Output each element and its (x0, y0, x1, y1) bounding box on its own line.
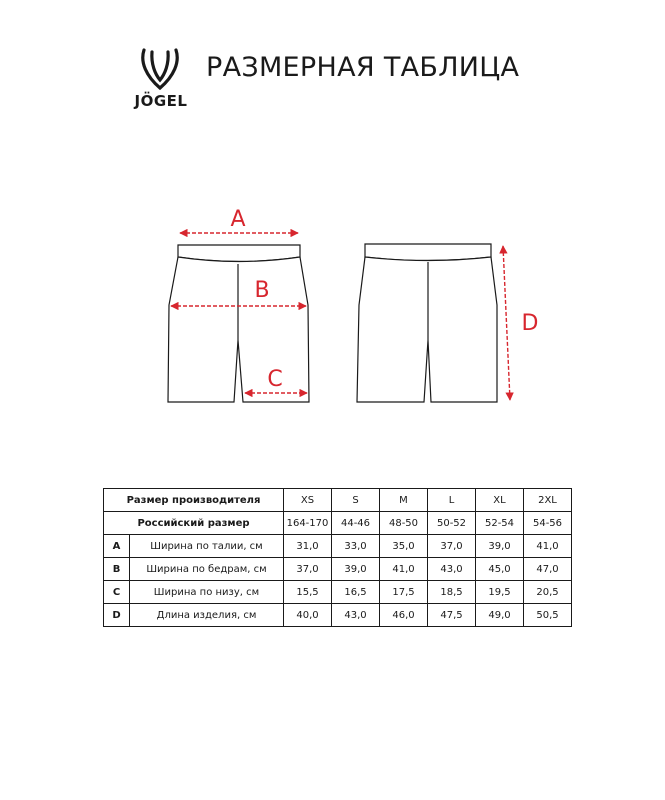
measure-c-label: C (267, 367, 283, 392)
measure-d-label: D (521, 311, 539, 336)
manufacturer-size-cell: S (332, 489, 380, 512)
measurement-value: 16,5 (332, 581, 380, 604)
measure-d-arrow (503, 246, 510, 400)
shorts-back-view (357, 244, 497, 402)
shorts-front-view (168, 245, 309, 402)
russian-size-cell: 54-56 (524, 512, 572, 535)
measure-b-label: B (254, 278, 270, 303)
measurement-value: 20,5 (524, 581, 572, 604)
measurement-value: 19,5 (476, 581, 524, 604)
measurement-row-b (104, 558, 572, 581)
measurement-letter: A (104, 535, 130, 558)
russian-size-row (104, 512, 572, 535)
russian-size-cell: 164-170 (284, 512, 332, 535)
measurement-value: 18,5 (428, 581, 476, 604)
measurement-value: 43,0 (332, 604, 380, 627)
measurement-row-c (104, 581, 572, 604)
manufacturer-size-cell: 2XL (524, 489, 572, 512)
measurement-value: 31,0 (284, 535, 332, 558)
russian-size-cell: 48-50 (380, 512, 428, 535)
measurement-value: 47,0 (524, 558, 572, 581)
measurement-value: 39,0 (332, 558, 380, 581)
measurement-value: 47,5 (428, 604, 476, 627)
measurement-label: Ширина по талии, см (130, 535, 284, 558)
russian-size-label: Российский размер (104, 512, 284, 535)
measurement-value: 45,0 (476, 558, 524, 581)
russian-size-cell: 44-46 (332, 512, 380, 535)
measurement-value: 39,0 (476, 535, 524, 558)
russian-size-cell: 52-54 (476, 512, 524, 535)
manufacturer-size-cell: XL (476, 489, 524, 512)
measurement-row-d (104, 604, 572, 627)
measurement-value: 46,0 (380, 604, 428, 627)
measurement-value: 37,0 (284, 558, 332, 581)
manufacturer-size-row (104, 489, 572, 512)
measurement-letter: C (104, 581, 130, 604)
measurement-value: 40,0 (284, 604, 332, 627)
measurement-value: 17,5 (380, 581, 428, 604)
measurement-value: 50,5 (524, 604, 572, 627)
measurement-label: Длина изделия, см (130, 604, 284, 627)
russian-size-cell: 50-52 (428, 512, 476, 535)
measurement-value: 37,0 (428, 535, 476, 558)
measurement-value: 35,0 (380, 535, 428, 558)
measurement-value: 33,0 (332, 535, 380, 558)
manufacturer-size-cell: XS (284, 489, 332, 512)
size-table (103, 488, 572, 627)
brand-name: JÖGEL (134, 92, 188, 110)
measurement-label: Ширина по низу, см (130, 581, 284, 604)
measurement-row-a (104, 535, 572, 558)
measurement-value: 43,0 (428, 558, 476, 581)
page-title: РАЗМЕРНАЯ ТАБЛИЦА (206, 52, 520, 83)
measurement-value: 49,0 (476, 604, 524, 627)
measure-a-label: A (230, 207, 246, 232)
measurement-letter: B (104, 558, 130, 581)
measurement-value: 41,0 (380, 558, 428, 581)
measurement-value: 15,5 (284, 581, 332, 604)
manufacturer-size-cell: L (428, 489, 476, 512)
manufacturer-size-label: Размер производителя (104, 489, 284, 512)
measurement-label: Ширина по бедрам, см (130, 558, 284, 581)
manufacturer-size-cell: M (380, 489, 428, 512)
measurement-letter: D (104, 604, 130, 627)
measurement-value: 41,0 (524, 535, 572, 558)
